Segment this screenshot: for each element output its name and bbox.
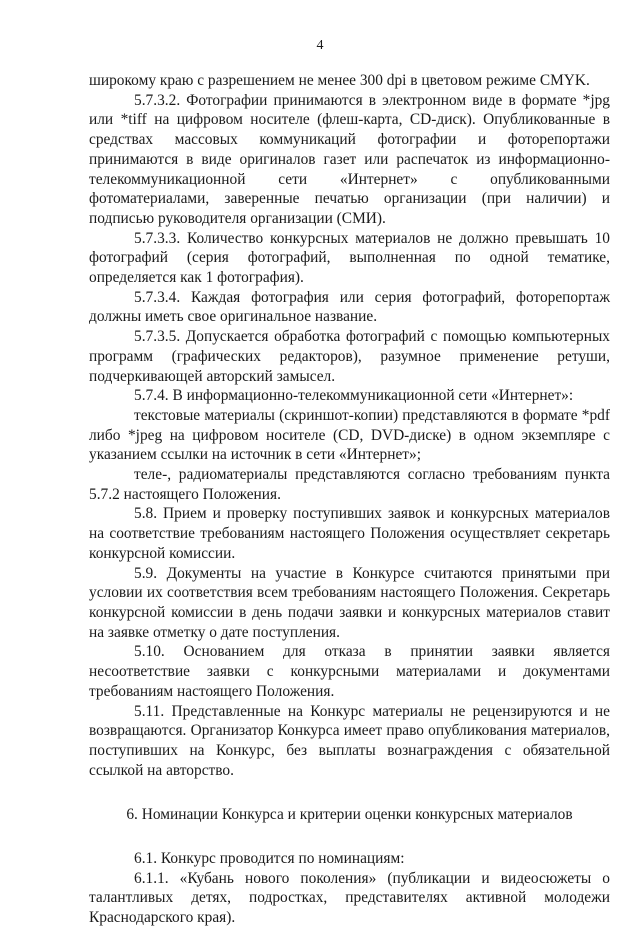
paragraph-5-7-3-5: 5.7.3.5. Допускается обработка фотографий с помощью компьютерных программ (графических редакторов), разумное применение ретуши, подчеркивающей авторский замысел.: [89, 328, 610, 385]
paragraph-5-7-3-3: 5.7.3.3. Количество конкурсных материалов не должно превышать 10 фотографий (серия фотографий, выполненная по одной тематике, определяется как 1 фотография).: [89, 229, 610, 287]
paragraph-text-materials: текстовые материалы (скриншот-копии) представляются в формате *pdf либо *jpeg на цифровом носителе (CD, DVD-диске) в одном экземпляре с указанием ссылки на источник в сети «Интернет»;: [89, 406, 610, 464]
paragraph-5-10: 5.10. Основанием для отказа в принятии заявки является несоответствие заявки с конкурсными материалами и документами требованиям настоящего Положения.: [89, 643, 610, 700]
paragraph-5-11: 5.11. Представленные на Конкурс материалы не рецензируются и не возвращаются. Организатор Конкурса имеет право опубликования материалов, поступивших на Конкурс, без выплаты вознаграждения с обязательной ссылкой на авторство.: [89, 702, 610, 779]
paragraph-tv-radio-materials: теле-, радиоматериалы представляются согласно требованиям пункта 5.7.2 настоящего Положения.: [89, 466, 610, 503]
paragraph-6-1-1: 6.1.1. «Кубань нового поколения» (публикации и видеосюжеты о талантливых детях, подростках, представителях активной молодежи Краснодарского края).: [89, 869, 610, 927]
paragraph-continuation: широкому краю с разрешением не менее 300 dpi в цветовом режиме CMYK.: [89, 72, 590, 89]
page-number: 4: [316, 38, 324, 53]
paragraph-5-7-4: 5.7.4. В информационно-телекоммуникационной сети «Интернет»:: [134, 387, 574, 405]
paragraph-5-7-3-4: 5.7.3.4. Каждая фотография или серия фотографий, фоторепортаж должны иметь свое оригинальное название.: [89, 288, 610, 326]
paragraph-5-8: 5.8. Прием и проверку поступивших заявок и конкурсных материалов на соответствие требованиям настоящего Положения осуществляет секретарь конкурсной комиссии.: [89, 505, 610, 562]
section-heading: 6. Номинации Конкурса и критерии оценки конкурсных материалов: [126, 806, 573, 824]
paragraph-6-1: 6.1. Конкурс проводится по номинациям:: [134, 850, 405, 868]
document-body: [89, 71, 610, 928]
paragraph-5-9: 5.9. Документы на участие в Конкурсе считаются принятыми при условии их соответствия всем требованиям настоящего Положения. Секретарь конкурсной комиссии в день подачи заявки и конкурсных материалов ставит на заявке отметку о дате поступления.: [89, 564, 610, 641]
paragraph-5-7-3-2: 5.7.3.2. Фотографии принимаются в электронном виде в формате *jpg или *tiff на цифровом носителе (флеш-карта, CD-диск). Опубликованные в средствах массовых коммуникаций фотографии и фоторепортажи принимаются в виде оригиналов газет или распечаток из информационно-телекоммуникационной сети «Интернет» с опубликованными фотоматериалами, заверенные печатью организации (при наличии) и подписью руководителя организации (СМИ).: [89, 91, 610, 227]
